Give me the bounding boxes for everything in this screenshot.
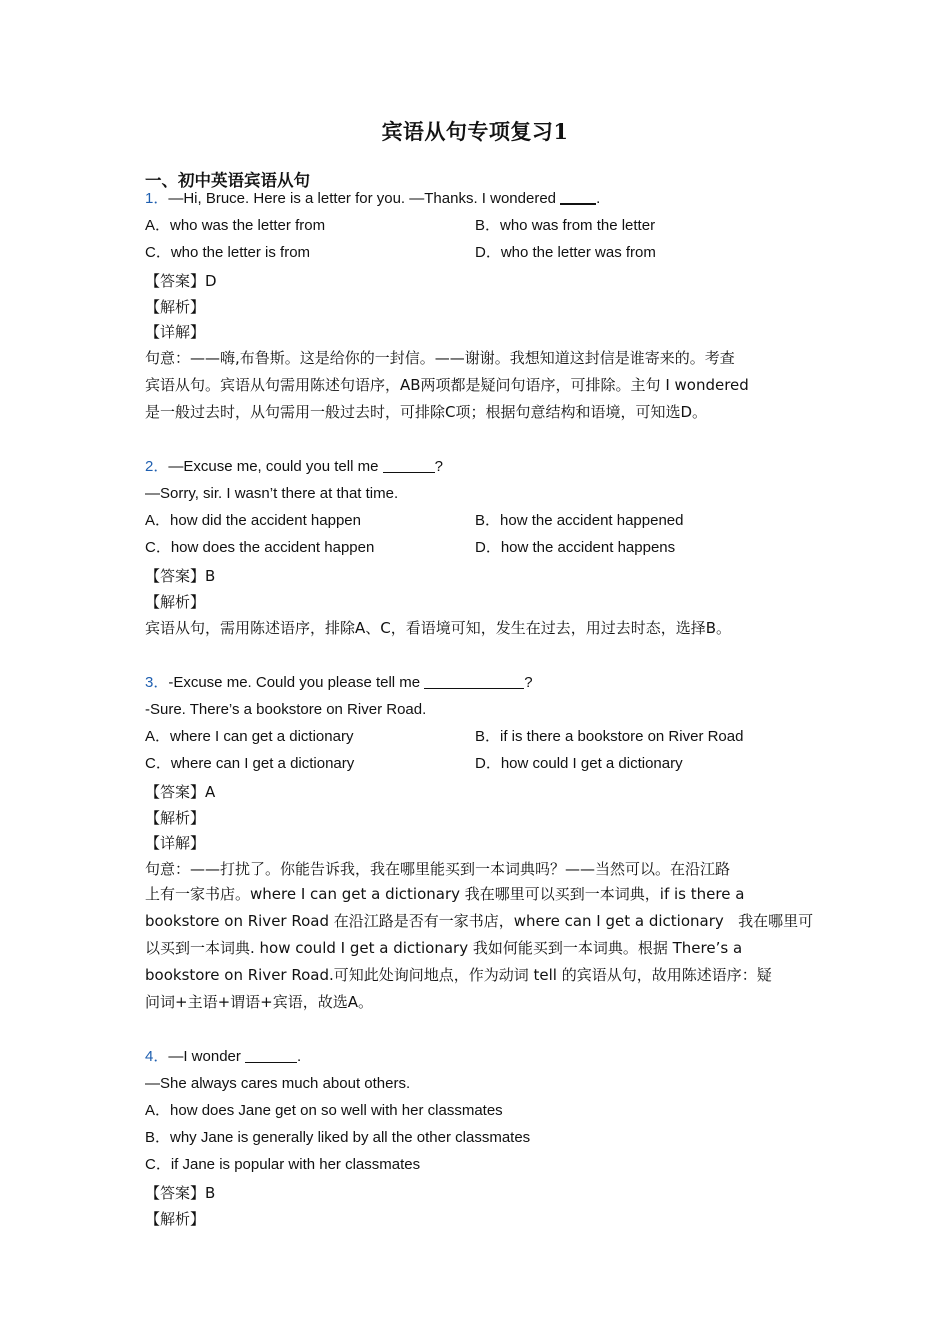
section-heading: 一、初中英语宾语从句: [145, 171, 310, 190]
question-1-option-b: B．who was from the letter: [475, 217, 656, 234]
question-1-option-a: A．who was the letter from: [145, 217, 326, 234]
question-3-detail-line: 句意：——打扰了。你能告诉我，我在哪里能买到一本词典吗？——当然可以。在沿江路: [145, 860, 731, 878]
question-4-analysis-label: 【解析】: [145, 1210, 206, 1228]
question-3-detail-label: 【详解】: [145, 834, 206, 852]
answer-blank: [245, 1048, 297, 1063]
question-1-stem: 1．—Hi, Bruce. Here is a letter for you. —Thanks. I wondered .: [145, 190, 601, 207]
question-2-answer: 【答案】B: [145, 567, 216, 585]
question-3-reply: -Sure. There’s a bookstore on River Road.: [145, 701, 427, 718]
question-3-detail-line: bookstore on River Road.可知此处询问地点，作为动词 tell 的宾语从句，故用陈述语序：疑: [145, 966, 772, 984]
question-1-option-c: C．who the letter is from: [145, 244, 311, 261]
question-1-detail-label: 【详解】: [145, 323, 206, 341]
question-4-answer: 【答案】B: [145, 1184, 216, 1202]
question-3-analysis-label: 【解析】: [145, 809, 206, 827]
answer-blank: [424, 674, 524, 689]
question-2-option-d: D．how the accident happens: [475, 539, 676, 556]
question-2-analysis-text: 宾语从句，需用陈述语序，排除A、C，看语境可知，发生在过去，用过去时态，选择B。: [145, 619, 732, 637]
question-4-option-a: A．how does Jane get on so well with her classmates: [145, 1102, 503, 1119]
question-3-option-a: A．where I can get a dictionary: [145, 728, 354, 745]
question-3-detail-line: bookstore on River Road 在沿江路是否有一家书店，where can I get a dictionary 我在哪里可: [145, 912, 814, 930]
question-3-detail-line: 上有一家书店。where I can get a dictionary 我在哪里可以买到一本词典，if is there a: [145, 885, 745, 903]
question-4-stem: 4．—I wonder .: [145, 1048, 302, 1065]
question-2-stem: 2．—Excuse me, could you tell me ?: [145, 458, 443, 475]
question-1-detail-line: 是一般过去时，从句需用一般过去时，可排除C项；根据句意结构和语境，可知选D。: [145, 403, 708, 421]
question-1-answer: 【答案】D: [145, 272, 217, 290]
question-3-answer: 【答案】A: [145, 783, 216, 801]
answer-blank: [560, 189, 596, 205]
question-4-option-b: B．why Jane is generally liked by all the other classmates: [145, 1129, 531, 1146]
question-2-option-c: C．how does the accident happen: [145, 539, 375, 556]
question-1-option-d: D．who the letter was from: [475, 244, 656, 261]
question-2-option-a: A．how did the accident happen: [145, 512, 361, 529]
question-number: 1．: [145, 190, 169, 207]
question-3-option-b: B．if is there a bookstore on River Road: [475, 728, 744, 745]
question-1-detail-line: 宾语从句。宾语从句需用陈述句语序，AB两项都是疑问句语序，可排除。主句 I wondered: [145, 376, 749, 394]
document-title: 宾语从句专项复习1: [381, 119, 569, 144]
question-2-option-b: B．how the accident happened: [475, 512, 684, 529]
question-3-option-d: D．how could I get a dictionary: [475, 755, 683, 772]
question-3-detail-line: 以买到一本词典. how could I get a dictionary 我如何能买到一本词典。根据 There’s a: [145, 939, 743, 957]
question-1-analysis-label: 【解析】: [145, 298, 206, 316]
question-number: 4．: [145, 1048, 169, 1065]
question-4-reply: —She always cares much about others.: [145, 1075, 411, 1092]
question-2-analysis-label: 【解析】: [145, 593, 206, 611]
answer-blank: [383, 458, 435, 473]
question-3-detail-line: 问词+主语+谓语+宾语，故选A。: [145, 993, 373, 1011]
question-2-reply: —Sorry, sir. I wasn’t there at that time.: [145, 485, 399, 502]
question-3-option-c: C．where can I get a dictionary: [145, 755, 355, 772]
question-1-detail-line: 句意：——嗨,布鲁斯。这是给你的一封信。——谢谢。我想知道这封信是谁寄来的。考查: [145, 349, 735, 367]
question-4-option-c: C．if Jane is popular with her classmates: [145, 1156, 421, 1173]
question-number: 2．: [145, 458, 169, 475]
question-number: 3．: [145, 674, 169, 691]
question-3-stem: 3．-Excuse me. Could you please tell me ?: [145, 674, 533, 691]
